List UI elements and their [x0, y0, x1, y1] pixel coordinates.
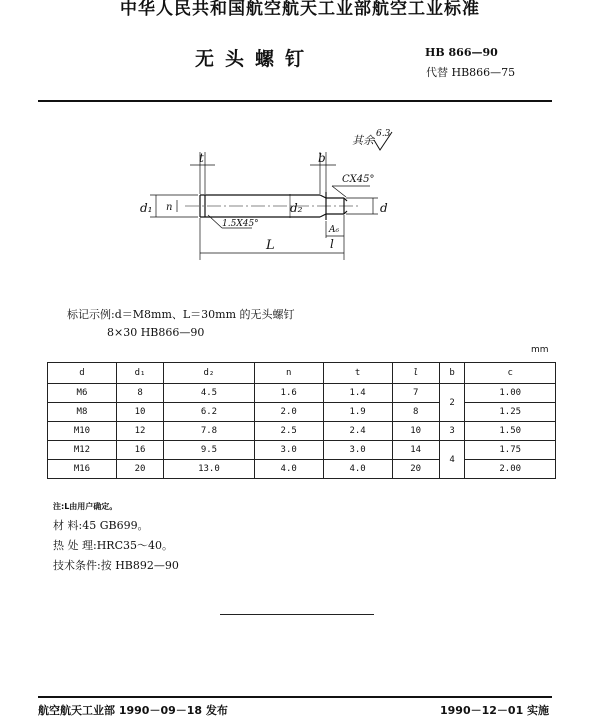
table-note: 注:L由用户确定。	[53, 502, 118, 511]
dimension-table	[47, 362, 556, 479]
cell-l: 8	[392, 403, 439, 422]
cell-n: 4.0	[254, 460, 323, 479]
cell-d2: 7.8	[164, 422, 255, 441]
label-l: l	[330, 237, 334, 251]
cell-l: 7	[392, 384, 439, 403]
cell-d: M6	[48, 384, 117, 403]
label-n: n	[166, 202, 173, 213]
screw-drawing	[130, 120, 430, 270]
document-title: 无头螺钉	[195, 48, 316, 70]
cell-d2: 6.2	[164, 403, 255, 422]
cell-d1: 16	[116, 441, 163, 460]
roughness-value: 6.3	[376, 129, 391, 139]
cell-t: 1.4	[323, 384, 392, 403]
label-d1: d₁	[140, 201, 153, 215]
header-l: l	[392, 363, 439, 384]
label-d: d	[380, 201, 388, 215]
cell-d: M16	[48, 460, 117, 479]
cell-t: 3.0	[323, 441, 392, 460]
table-row	[48, 422, 556, 441]
cell-l: 10	[392, 422, 439, 441]
cell-d: M8	[48, 403, 117, 422]
cell-c: 1.75	[465, 441, 556, 460]
cell-c: 1.00	[465, 384, 556, 403]
cell-b: 3	[439, 422, 465, 441]
cell-n: 1.6	[254, 384, 323, 403]
cell-t: 4.0	[323, 460, 392, 479]
implementation-date: 1990－12－01 实施	[440, 704, 550, 717]
label-slot-chamfer: 1.5X45°	[222, 219, 259, 229]
cell-l: 20	[392, 460, 439, 479]
standard-number: HB 866—90	[425, 46, 498, 59]
header-t: t	[323, 363, 392, 384]
label-d2: d₂	[290, 201, 303, 215]
cell-l: 14	[392, 441, 439, 460]
table-row	[48, 460, 556, 479]
label-b: b	[318, 151, 326, 165]
header-n: n	[254, 363, 323, 384]
table-header-row	[48, 363, 556, 384]
tech-conditions-spec: 技术条件:按 HB892—90	[53, 559, 179, 572]
cell-d2: 13.0	[164, 460, 255, 479]
marking-example: 标记示例:d＝M8mm、L＝30mm 的无头螺钉	[67, 308, 295, 321]
table-row	[48, 441, 556, 460]
cell-d2: 9.5	[164, 441, 255, 460]
material-spec: 材 料:45 GB699。	[53, 519, 149, 532]
cell-b: 4	[439, 441, 465, 479]
header-b: b	[439, 363, 465, 384]
cell-d2: 4.5	[164, 384, 255, 403]
header-rule	[38, 100, 552, 102]
cell-n: 2.0	[254, 403, 323, 422]
cell-d: M12	[48, 441, 117, 460]
label-L: L	[266, 238, 275, 253]
cell-d: M10	[48, 422, 117, 441]
cell-b: 2	[439, 384, 465, 422]
label-chamfer: CX45°	[342, 174, 375, 185]
heat-treatment-spec: 热 处 理:HRC35～40。	[53, 539, 173, 552]
cell-n: 3.0	[254, 441, 323, 460]
end-rule	[220, 614, 374, 615]
cell-d1: 12	[116, 422, 163, 441]
header-d2: d₂	[164, 363, 255, 384]
cell-t: 2.4	[323, 422, 392, 441]
cell-c: 1.50	[465, 422, 556, 441]
cell-d1: 10	[116, 403, 163, 422]
label-t: t	[199, 151, 204, 165]
unit-label: mm	[531, 345, 549, 355]
issue-date: 航空航天工业部 1990－09－18 发布	[38, 704, 228, 717]
cell-c: 2.00	[465, 460, 556, 479]
marking-code: 8×30 HB866—90	[107, 326, 205, 339]
footer-rule	[38, 696, 552, 698]
cell-d1: 8	[116, 384, 163, 403]
org-header: 中华人民共和国航空航天工业部航空工业标准	[120, 0, 480, 19]
cell-t: 1.9	[323, 403, 392, 422]
table-row	[48, 384, 556, 403]
header-d: d	[48, 363, 117, 384]
header-c: c	[465, 363, 556, 384]
header-d1: d₁	[116, 363, 163, 384]
table-row	[48, 403, 556, 422]
replaces-standard: 代替 HB866—75	[426, 66, 516, 79]
roughness-note: 其余	[352, 134, 374, 147]
cell-n: 2.5	[254, 422, 323, 441]
cell-d1: 20	[116, 460, 163, 479]
cell-c: 1.25	[465, 403, 556, 422]
label-groove: A₆	[329, 225, 340, 235]
